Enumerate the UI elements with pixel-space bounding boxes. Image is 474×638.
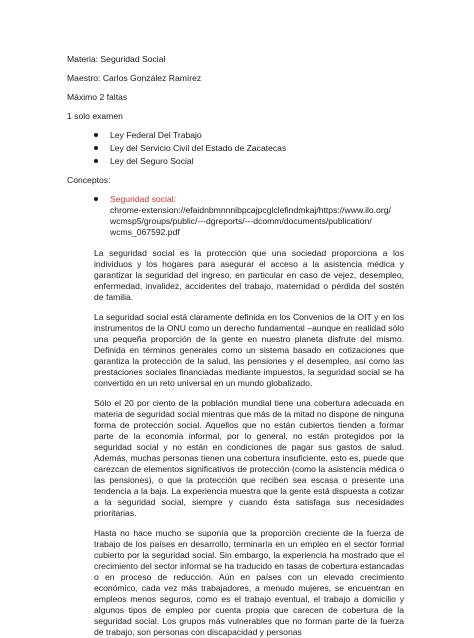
paragraph: La seguridad social es la protección que una sociedad proporciona a los individuos y los hogares para asegurar el acceso a la asistencia médica y garantizar la seguridad del ingreso, en particular en caso de vejez, desempleo, enfermedad, invalidez, accidentes del trabajo, maternidad o pérdida del sostén de familia. bbox=[94, 248, 404, 302]
bullet-icon bbox=[94, 159, 98, 163]
laws-list bbox=[67, 130, 404, 167]
faltas-line: Máximo 2 faltas bbox=[67, 92, 128, 102]
materia-line: Materia: Seguridad Social bbox=[67, 54, 166, 64]
bullet-icon bbox=[94, 197, 98, 201]
concept-link-line[interactable]: wcms_067592.pdf bbox=[110, 227, 180, 237]
list-item: Ley Federal Del Trabajo bbox=[94, 130, 404, 141]
conceptos-heading: Conceptos: bbox=[67, 175, 111, 185]
concept-title: Seguridad social: bbox=[110, 194, 176, 204]
concept-item bbox=[94, 194, 404, 238]
list-item: Ley del Seguro Social bbox=[94, 156, 404, 167]
list-item: Ley del Servicio Civil del Estado de Zacatecas bbox=[94, 143, 404, 154]
paragraph: La seguridad social está claramente definida en los Convenios de la OIT y en los instrumentos de la ONU como un derecho fundamental –aunque en realidad sólo una pequeña proporción de la gente en nuestro planeta disfrute del mismo. Definida en términos generales como un sistema basado en cotizaciones que garantiza la protección de la salud, las pensiones y el desempleo, así como las prestaciones sociales financiadas mediante impuestos, la seguridad social se ha convertido en un reto universal en un mundo globalizado. bbox=[94, 312, 404, 388]
concept-link-line[interactable]: wcmsp5/groups/public/---dgreports/---dcomm/documents/publication/ bbox=[110, 216, 372, 226]
examen-line: 1 solo examen bbox=[67, 111, 123, 121]
paragraph: Hasta no hace mucho se suponía que la proporción creciente de la fuerza de trabajo de los países en desarrollo, terminaría en un empleo en el sector formal cubierto por la seguridad social. Sin embargo, la experiencia ha mostrado que el crecimiento del sector informal se ha traducido en tasas de cobertura estancadas o en proceso de reducción. Aún en países con un elevado crecimiento económico, cada vez más trabajadores, a menudo mujeres, se encuentran en empleos menos seguros, como es el trabajo eventual, el trabajo a domicilio y algunos tipos de empleo por cuenta propia que carecen de cobertura de la seguridad social. Los grupos más vulnerables que no forman parte de la fuerza de trabajo, son personas con discapacidad y personas bbox=[94, 528, 404, 637]
bullet-icon bbox=[94, 133, 98, 137]
concept-link-line[interactable]: chrome-extension://efaidnbmnnnibpcajpcglclefindmkaj/https://www.ilo.org/ bbox=[110, 205, 391, 215]
maestro-line: Maestro: Carlos González Ramírez bbox=[67, 73, 202, 83]
paragraph: Sólo el 20 por ciento de la población mundial tiene una cobertura adecuada en materia de seguridad social mientras que más de la mitad no dispone de ninguna forma de protección social. Aquellos que no están cubiertos tienden a formar parte de la economía informal, por lo general, no están protegidos por la seguridad social y no están en condiciones de pagar sus gastos de salud. Además, muchas personas tienen una cobertura insuficiente, esto es, puede que carezcan de elementos significativos de protección (como la asistencia médica o las pensiones), o que la protección que reciben sea escasa o presente una tendencia a la baja. La experiencia muestra que la gente está dispuesta a cotizar a la seguridad social, siempre y cuando ésta satisfaga sus necesidades prioritarias. bbox=[94, 398, 404, 518]
bullet-icon bbox=[94, 146, 98, 150]
